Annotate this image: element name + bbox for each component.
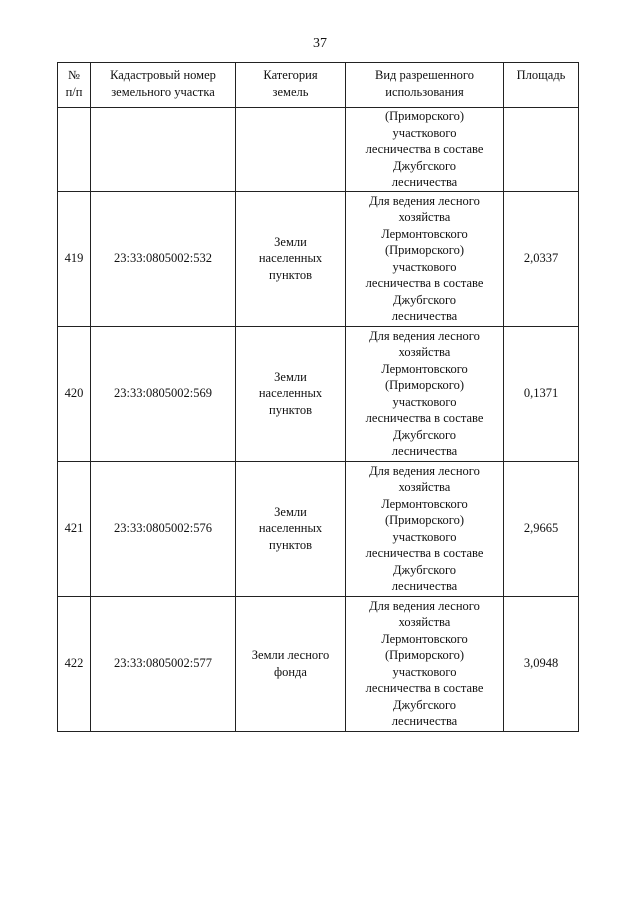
cell-cadastral-number [91, 108, 236, 192]
table-row [58, 461, 579, 596]
table-row [58, 326, 579, 461]
cell-area: 2,9665 [504, 461, 579, 596]
cell-permitted-use: Для ведения лесного хозяйства Лермонтовского (Приморского) участкового лесничества в составе Джубгского лесничества [346, 596, 504, 731]
cell-permitted-use: Для ведения лесного хозяйства Лермонтовского (Приморского) участкового лесничества в составе Джубгского лесничества [346, 191, 504, 326]
cell-land-category: Земли лесного фонда [236, 596, 346, 731]
cell-permitted-use: Для ведения лесного хозяйства Лермонтовского (Приморского) участкового лесничества в составе Джубгского лесничества [346, 326, 504, 461]
cell-land-category [236, 108, 346, 192]
table-header-row [58, 63, 579, 108]
cell-permitted-use: (Приморского) участкового лесничества в составе Джубгского лесничества [346, 108, 504, 192]
cell-cadastral-number: 23:33:0805002:576 [91, 461, 236, 596]
cell-num: 420 [58, 326, 91, 461]
header-num: № п/п [58, 63, 91, 108]
table-row [58, 191, 579, 326]
cell-land-category: Земли населенных пунктов [236, 326, 346, 461]
table-row [58, 596, 579, 731]
cell-cadastral-number: 23:33:0805002:569 [91, 326, 236, 461]
cell-area: 0,1371 [504, 326, 579, 461]
cell-area: 3,0948 [504, 596, 579, 731]
cell-land-category: Земли населенных пунктов [236, 461, 346, 596]
header-permitted-use: Вид разрешенного использования [346, 63, 504, 108]
table-row-continuation [58, 108, 579, 192]
header-area: Площадь [504, 63, 579, 108]
cell-num: 422 [58, 596, 91, 731]
page-number: 37 [313, 36, 327, 51]
cell-cadastral-number: 23:33:0805002:532 [91, 191, 236, 326]
cell-area: 2,0337 [504, 191, 579, 326]
cell-num [58, 108, 91, 192]
cell-permitted-use: Для ведения лесного хозяйства Лермонтовского (Приморского) участкового лесничества в составе Джубгского лесничества [346, 461, 504, 596]
cell-land-category: Земли населенных пунктов [236, 191, 346, 326]
cell-cadastral-number: 23:33:0805002:577 [91, 596, 236, 731]
land-plots-table [57, 62, 579, 732]
cell-area [504, 108, 579, 192]
cell-num: 421 [58, 461, 91, 596]
cell-num: 419 [58, 191, 91, 326]
header-cadastral-number: Кадастровый номер земельного участка [91, 63, 236, 108]
header-land-category: Категория земель [236, 63, 346, 108]
